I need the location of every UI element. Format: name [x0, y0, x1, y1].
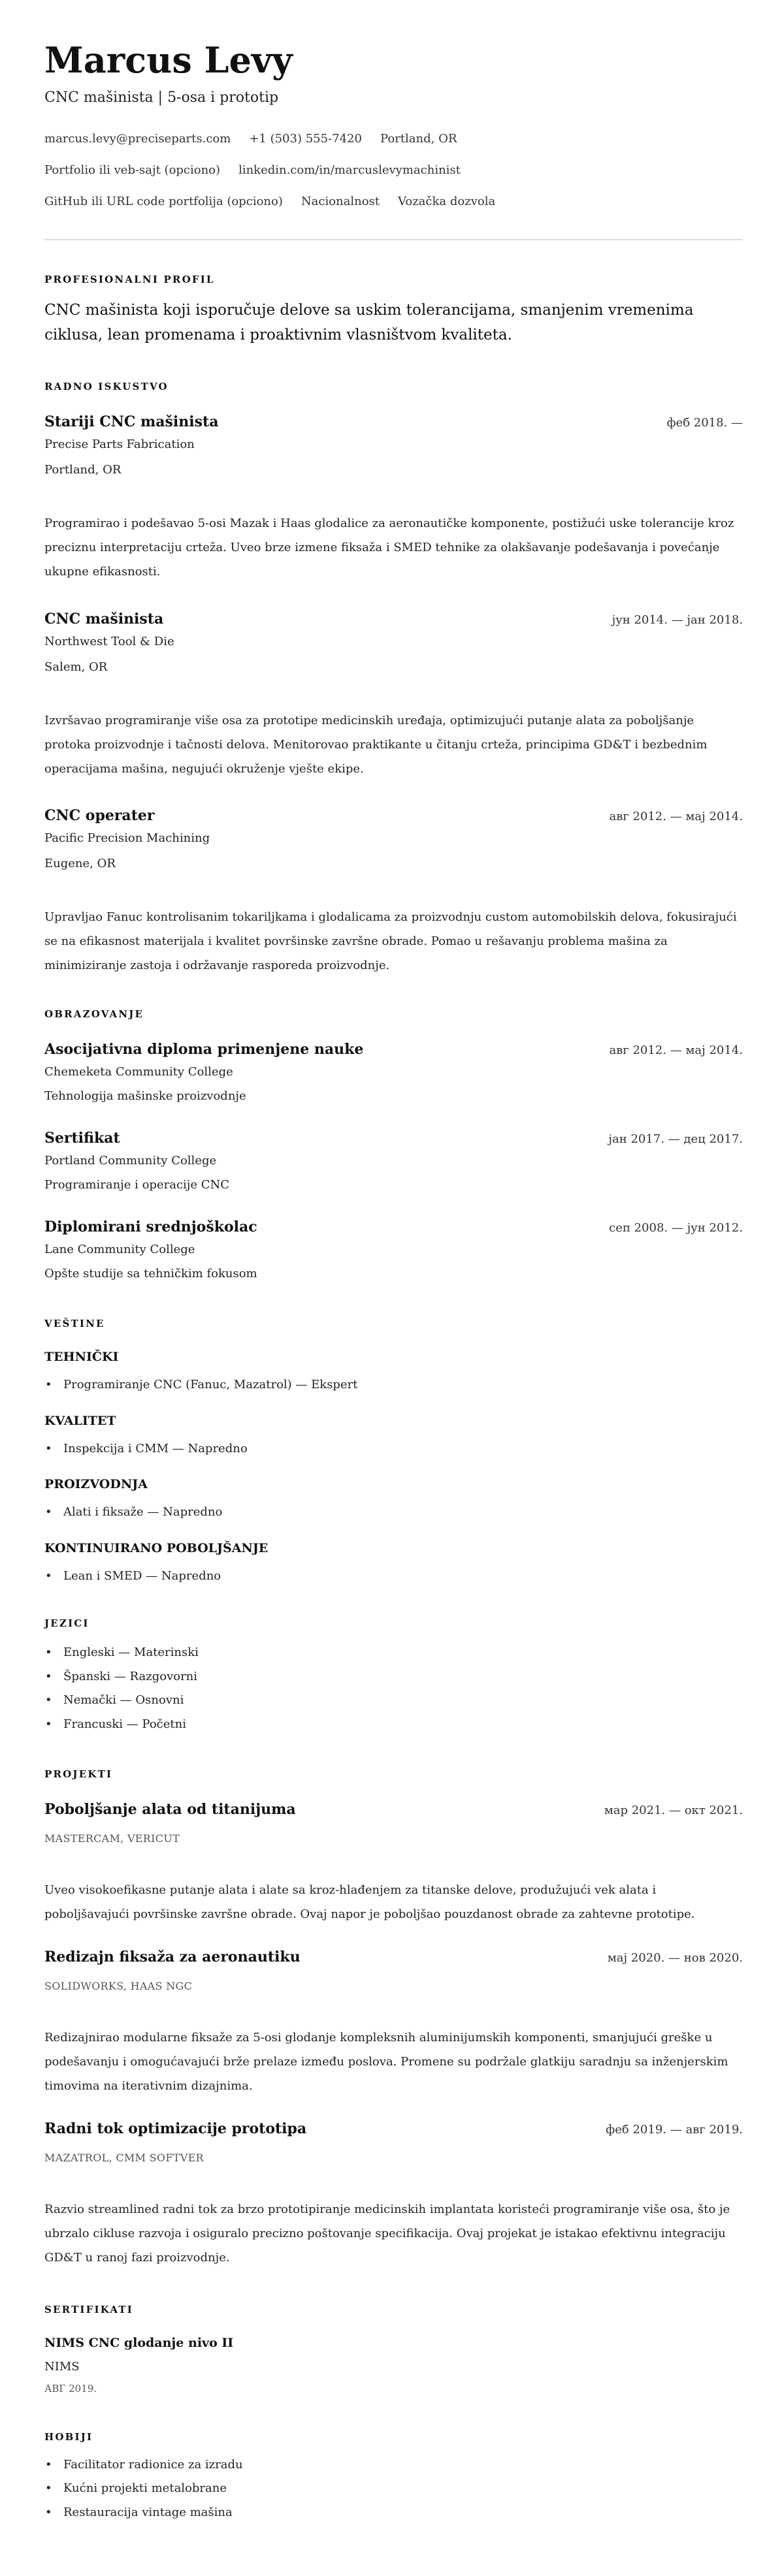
contact-item: GitHub ili URL code portfolija (opciono) [44, 195, 283, 208]
skill-group-heading: KONTINUIRANO POBOLJŠANJE [44, 1540, 269, 1555]
experience-entry [44, 806, 743, 978]
education-header [44, 1217, 743, 1238]
skill-list [44, 1437, 743, 1461]
field-of-study: Opšte studije sa tehničkim fokusom [44, 1267, 257, 1280]
education-header [44, 1128, 743, 1149]
project-title: Redizajn fiksaža za aeronautiku [44, 1948, 301, 1965]
job-title: CNC mašinista [44, 610, 164, 628]
experience-entry [44, 609, 743, 781]
experience-header [44, 609, 743, 630]
skill-group-heading: TEHNIČKI [44, 1350, 119, 1364]
company-name: Pacific Precision Machining [44, 831, 210, 845]
field-of-study: Programiranje i operacije CNC [44, 1178, 230, 1192]
project-description: Uveo visokoefikasne putanje alata i alate sa kroz-hlađenjem za titanske delove, produžujući vek alata i poboljšavajući površinske završne obrade. Ovaj napor je poboljšao pouzdanost obrade za zahtevne prototipe. [44, 1883, 695, 1921]
job-dates: авг 2012. — мај 2014. [609, 810, 743, 823]
resume-page [44, 0, 743, 2524]
education-entry [44, 1217, 743, 1284]
section-heading-skills: VEŠTINE [44, 1318, 105, 1329]
contact-row [44, 186, 743, 217]
skill-item: • Programiranje CNC (Fanuc, Mazatrol) — Ekspert [44, 1373, 743, 1397]
job-dates: феб 2018. — [666, 416, 743, 430]
section-heading-profile: PROFESIONALNI PROFIL [44, 274, 215, 285]
education-dates: јан 2017. — дец 2017. [608, 1132, 743, 1146]
contact-row [44, 155, 743, 186]
job-description: Upravljao Fanuc kontrolisanim tokariljkama i glodalicama za proizvodnju custom automobilskih delova, fokusirajući se na efikasnost materijala i kvalitet površinske završne obrade. Pomao u rešavanju problema mašina za minimiziranje zastoja i održavanje rasporeda proizvodnje. [44, 910, 737, 972]
language-item: • Španski — Razgovorni [44, 1665, 743, 1689]
job-description: Izvršavao programiranje više osa za prototipe medicinskih uređaja, optimizujući putanje alata za poboljšanje protoka proizvodnje i tačnosti delova. Menitorovao praktikante u čitanju crteža, principima GD&T i bezbednim operacijama mašina, negujući okruženje vješte ekipe. [44, 713, 708, 776]
project-header [44, 1800, 743, 1821]
certifications-list [44, 2334, 743, 2396]
contact-info [44, 123, 743, 217]
language-item: • Engleski — Materinski [44, 1641, 743, 1665]
project-technologies: MASTERCAM, VERICUT [44, 1832, 180, 1845]
project-description: Redizajnirao modularne fiksaže za 5-osi glodanje kompleksnih aluminijumskih komponenti, smanjujući greške u podešavanju i omogućavajući brže prelaze između poslova. Promene su podržale glatkiju saradnju sa inženjerskim timovima na iterativnim dizajnima. [44, 2030, 728, 2093]
school-name: Portland Community College [44, 1154, 217, 1168]
school-name: Lane Community College [44, 1243, 195, 1256]
skill-list [44, 1501, 743, 1525]
project-dates: мај 2020. — нов 2020. [607, 1951, 743, 1965]
section-heading-experience: RADNO ISKUSTVO [44, 381, 169, 392]
hobby-item: • Restauracija vintage mašina [44, 2501, 743, 2525]
project-entry [44, 1947, 743, 2098]
header-divider [44, 239, 743, 240]
experience-entry [44, 412, 743, 584]
education-dates: сеп 2008. — јун 2012. [609, 1221, 743, 1235]
profile-summary: CNC mašinista koji isporučuje delove sa uskim tolerancijama, smanjenim vremenima ciklusa, lean promenama i proaktivnim vlasništvom kvaliteta. [44, 302, 694, 343]
job-description: Programirao i podešavao 5-osi Mazak i Haas glodalice za aeronautičke komponente, postižući uske tolerancije kroz preciznu interpretaciju crteža. Uveo brze izmene fiksaža i SMED tehnike za olakšavanje podešavanja i povećanje ukupne efikasnosti. [44, 517, 734, 579]
hobbies-list [44, 2453, 743, 2525]
experience-header [44, 412, 743, 433]
project-dates: мар 2021. — окт 2021. [604, 1804, 743, 1817]
contact-item: Nacionalnost [301, 195, 380, 208]
job-title: CNC operater [44, 807, 155, 824]
contact-item: Vozačka dozvola [398, 195, 496, 208]
candidate-name: Marcus Levy [44, 39, 293, 81]
experience-header [44, 806, 743, 827]
language-item: • Nemački — Osnovni [44, 1689, 743, 1713]
skill-group-heading: KVALITET [44, 1413, 116, 1428]
job-location: Eugene, OR [44, 857, 116, 870]
experience-list [44, 412, 743, 978]
education-header [44, 1040, 743, 1060]
project-title: Poboljšanje alata od titanijuma [44, 1801, 296, 1818]
language-item: • Francuski — Početni [44, 1713, 743, 1737]
contact-row [44, 123, 743, 155]
field-of-study: Tehnologija mašinske proizvodnje [44, 1089, 246, 1103]
skill-item: • Alati i fiksaže — Napredno [44, 1501, 743, 1525]
skill-list [44, 1373, 743, 1397]
contact-item: +1 (503) 555-7420 [249, 132, 362, 146]
project-technologies: SOLIDWORKS, HAAS NGC [44, 1980, 193, 1992]
education-list [44, 1040, 743, 1284]
project-description: Razvio streamlined radni tok za brzo prototipiranje medicinskih implantata koristeći programiranje više osa, što je ubrzalo cikluse razvoja i osiguralo precizno poštovanje specifikacija. Ovaj projekat je istakao efektivnu integraciju GD&T u ranoj fazi proizvodnje. [44, 2202, 730, 2265]
project-header [44, 1947, 743, 1968]
skill-item: • Inspekcija i CMM — Napredno [44, 1437, 743, 1461]
contact-item: linkedin.com/in/marcuslevymachinist [238, 163, 461, 177]
certification-entry [44, 2334, 743, 2396]
degree-title: Sertifikat [44, 1130, 120, 1147]
degree-title: Asocijativna diploma primenjene nauke [44, 1041, 364, 1058]
project-header [44, 2119, 743, 2140]
project-entry [44, 1800, 743, 1926]
school-name: Chemeketa Community College [44, 1065, 233, 1079]
section-heading-projects: PROJEKTI [44, 1768, 113, 1780]
contact-item: Portland, OR [380, 132, 457, 146]
certification-date: АВГ 2019. [44, 2382, 97, 2394]
job-location: Salem, OR [44, 660, 108, 674]
section-heading-certifications: SERTIFIKATI [44, 2303, 133, 2315]
project-dates: феб 2019. — авг 2019. [606, 2123, 743, 2137]
contact-item: Portfolio ili veb-sajt (opciono) [44, 163, 221, 177]
project-entry [44, 2119, 743, 2270]
section-heading-education: OBRAZOVANJE [44, 1008, 144, 1020]
hobby-item: • Kućni projekti metalobrane [44, 2477, 743, 2501]
project-title: Radni tok optimizacije prototipa [44, 2120, 307, 2137]
degree-title: Diplomirani srednjoškolac [44, 1218, 257, 1235]
contact-item: marcus.levy@preciseparts.com [44, 132, 231, 146]
education-dates: авг 2012. — мај 2014. [609, 1043, 743, 1057]
hobby-item: • Facilitator radionice za izradu [44, 2453, 743, 2477]
education-entry [44, 1040, 743, 1106]
skill-list [44, 1565, 743, 1589]
projects-list [44, 1800, 743, 2270]
certification-name: NIMS CNC glodanje nivo II [44, 2335, 234, 2350]
company-name: Northwest Tool & Die [44, 634, 174, 648]
candidate-headline: CNC mašinista | 5-osa i prototip [44, 89, 279, 106]
skills-list [44, 1348, 743, 1588]
job-dates: јун 2014. — јан 2018. [612, 612, 743, 627]
education-entry [44, 1128, 743, 1195]
company-name: Precise Parts Fabrication [44, 437, 195, 451]
certification-issuer: NIMS [44, 2359, 80, 2374]
section-heading-languages: JEZICI [44, 1617, 90, 1629]
skill-group-heading: PROIZVODNJA [44, 1477, 148, 1491]
languages-list [44, 1641, 743, 1736]
section-heading-hobbies: HOBIJI [44, 2430, 93, 2443]
project-technologies: MAZATROL, CMM SOFTVER [44, 2152, 204, 2164]
job-title: Stariji CNC mašinista [44, 413, 219, 430]
job-location: Portland, OR [44, 463, 122, 477]
skill-item: • Lean i SMED — Napredno [44, 1565, 743, 1589]
